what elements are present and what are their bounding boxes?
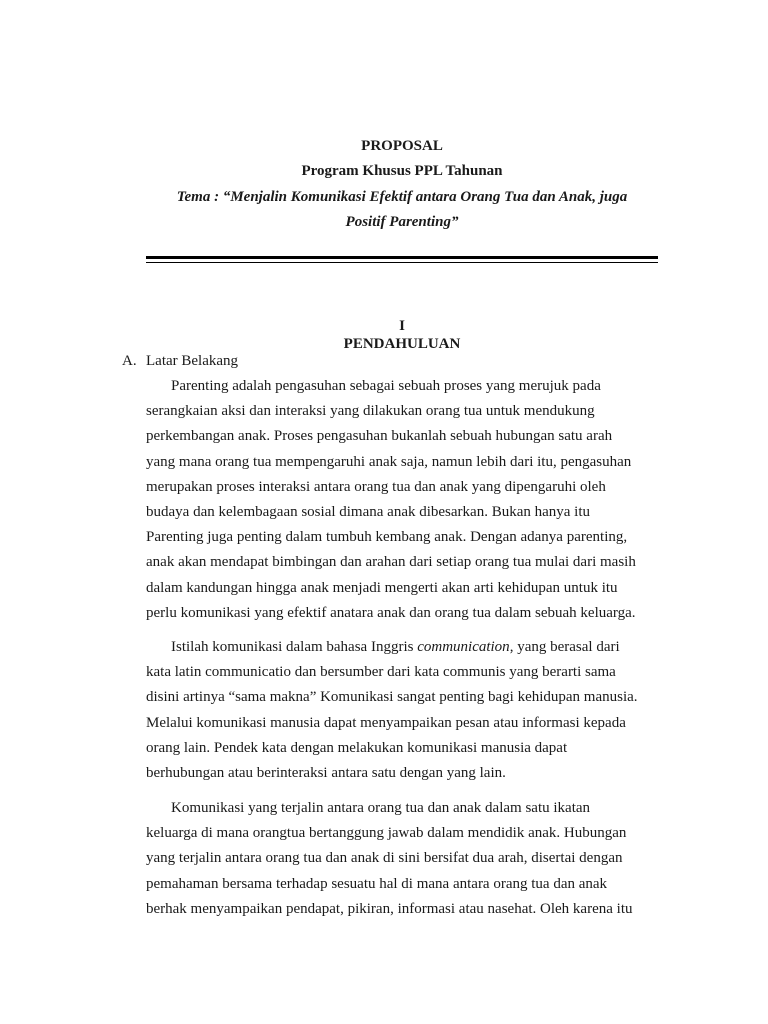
paragraph-line: yang terjalin antara orang tua dan anak di sini bersifat dua arah, disertai dengan (146, 850, 623, 867)
paragraph-line: Komunikasi yang terjalin antara orang tua dan anak dalam satu ikatan (171, 800, 591, 816)
theme-line-2: Positif Parenting” (345, 214, 459, 230)
paragraph-text: , yang berasal dari (509, 639, 620, 655)
paragraph-line: keluarga di mana orangtua bertanggung jawab dalam mendidik anak. Hubungan (146, 825, 627, 842)
paragraph-1 (146, 374, 662, 626)
paragraph-line: kata latin communicatio dan bersumber dari kata communis yang berarti sama (146, 664, 616, 681)
section-marker: A. (122, 353, 137, 369)
section-heading (122, 349, 238, 374)
paragraph-3 (146, 796, 662, 922)
paragraph-2 (146, 635, 662, 786)
paragraph-line (146, 635, 662, 660)
paragraph-line: berhak menyampaikan pendapat, pikiran, informasi atau nasehat. Oleh karena itu (146, 900, 633, 917)
paragraph-line: orang lain. Pendek kata dengan melakukan komunikasi manusia dapat (146, 739, 568, 756)
paragraph-line: berhubungan atau berinteraksi antara satu dengan yang lain. (146, 765, 506, 782)
paragraph-line: Melalui komunikasi manusia dapat menyampaikan pesan atau informasi kepada (146, 714, 626, 731)
theme-line-1: Tema : “Menjalin Komunikasi Efektif antara Orang Tua dan Anak, juga (176, 189, 628, 205)
paragraph-text: Istilah komunikasi dalam bahasa Inggris (171, 639, 418, 655)
paragraph-line: dalam kandungan hingga anak menjadi mengerti akan arti kehidupan untuk itu (146, 579, 618, 596)
paragraph-line: Parenting juga penting dalam tumbuh kembang anak. Dengan adanya parenting, (146, 529, 628, 546)
paragraph-line: serangkaian aksi dan interaksi yang dilakukan orang tua untuk mendukung (146, 403, 595, 420)
paragraph-line: pemahaman bersama terhadap sesuatu hal di mana antara orang tua dan anak (146, 875, 608, 892)
chapter-number: I (399, 318, 405, 334)
header-divider-thick (146, 256, 658, 259)
chapter-title: PENDAHULUAN (343, 336, 461, 352)
italic-term: communication (417, 639, 510, 655)
program-title: Program Khusus PPL Tahunan (301, 163, 503, 179)
paragraph-line: Parenting adalah pengasuhan sebagai sebuah proses yang merujuk pada (171, 378, 601, 394)
paragraph-line: perlu komunikasi yang efektif anatara anak dan orang tua dalam sebuah keluarga. (146, 604, 636, 621)
paragraph-line: yang mana orang tua mempengaruhi anak saja, namun lebih dari itu, pengasuhan (146, 453, 632, 470)
paragraph-line: anak akan mendapat bimbingan dan arahan dari setiap orang tua mulai dari masih (146, 554, 636, 571)
section-title: Latar Belakang (146, 353, 239, 369)
proposal-title: PROPOSAL (361, 138, 443, 154)
paragraph-line: disini artinya “sama makna” Komunikasi sangat penting bagi kehidupan manusia. (146, 689, 638, 706)
paragraph-line: budaya dan kelembagaan sosial dimana anak dibesarkan. Bukan hanya itu (146, 504, 591, 521)
header-divider-thin (146, 262, 658, 263)
paragraph-line: merupakan proses interaksi antara orang tua dan anak yang dipengaruhi oleh (146, 478, 606, 495)
paragraph-line: perkembangan anak. Proses pengasuhan bukanlah sebuah hubungan satu arah (146, 428, 613, 445)
